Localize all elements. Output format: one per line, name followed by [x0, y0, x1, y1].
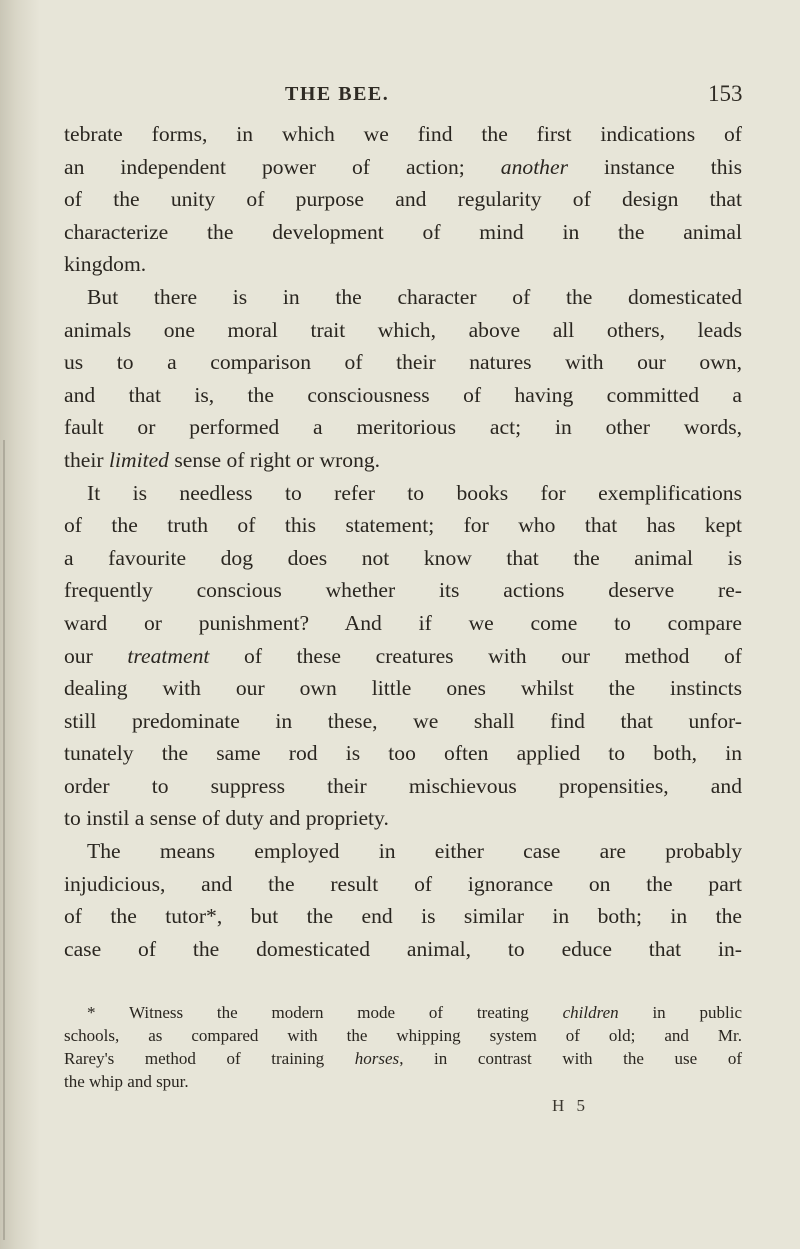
- body-text: [64, 118, 742, 965]
- body-line: an independent power of action; another instance this: [64, 154, 742, 179]
- body-line: case of the domesticated animal, to educe that in-: [64, 936, 742, 961]
- body-line: their limited sense of right or wrong.: [64, 447, 381, 472]
- body-line: and that is, the consciousness of having committed a: [64, 382, 742, 407]
- body-line: It is needless to refer to books for exemplifications: [87, 480, 742, 505]
- body-line: dealing with our own little ones whilst the instincts: [64, 676, 742, 701]
- body-line: frequently conscious whether its actions deserve re-: [64, 578, 742, 603]
- body-line: of the tutor*, but the end is similar in both; in the: [64, 904, 742, 929]
- body-line: still predominate in these, we shall find that unfor-: [64, 708, 742, 733]
- footnote-line: schools, as compared with the whipping system of old; and Mr.: [64, 1026, 742, 1045]
- footnote-line: the whip and spur.: [64, 1072, 189, 1091]
- body-line: of the truth of this statement; for who that has kept: [64, 513, 742, 538]
- signature-mark: H 5: [552, 1096, 590, 1115]
- running-title: THE BEE.: [285, 83, 390, 105]
- page-gutter-line: [3, 440, 5, 1240]
- page-gutter-shadow: [0, 0, 40, 1249]
- body-line: ward or punishment? And if we come to compare: [64, 610, 742, 635]
- body-line: kingdom.: [64, 252, 147, 277]
- footnote-line: Rarey's method of training horses, in contrast with the use of: [64, 1049, 742, 1068]
- page-number: 153: [708, 81, 743, 106]
- body-line: of the unity of purpose and regularity of design that: [64, 187, 742, 212]
- body-line: injudicious, and the result of ignorance on the part: [64, 871, 742, 896]
- body-line: fault or performed a meritorious act; in other words,: [64, 415, 742, 440]
- body-line: our treatment of these creatures with our method of: [64, 643, 743, 668]
- running-head: [0, 83, 800, 113]
- body-line: order to suppress their mischievous propensities, and: [64, 773, 742, 798]
- body-line: a favourite dog does not know that the animal is: [64, 545, 742, 570]
- body-line: to instil a sense of duty and propriety.: [64, 806, 389, 831]
- body-line: The means employed in either case are probably: [87, 839, 742, 864]
- body-line: characterize the development of mind in the animal: [64, 219, 742, 244]
- body-line: animals one moral trait which, above all others, leads: [64, 317, 742, 342]
- body-line: us to a comparison of their natures with our own,: [64, 350, 742, 375]
- footnote-line: * Witness the modern mode of treating children in public: [87, 1003, 742, 1022]
- body-line: But there is in the character of the domesticated: [87, 284, 742, 309]
- body-line: tebrate forms, in which we find the first indications of: [64, 122, 742, 146]
- body-line: tunately the same rod is too often applied to both, in: [64, 741, 742, 766]
- footnote: [64, 1001, 742, 1093]
